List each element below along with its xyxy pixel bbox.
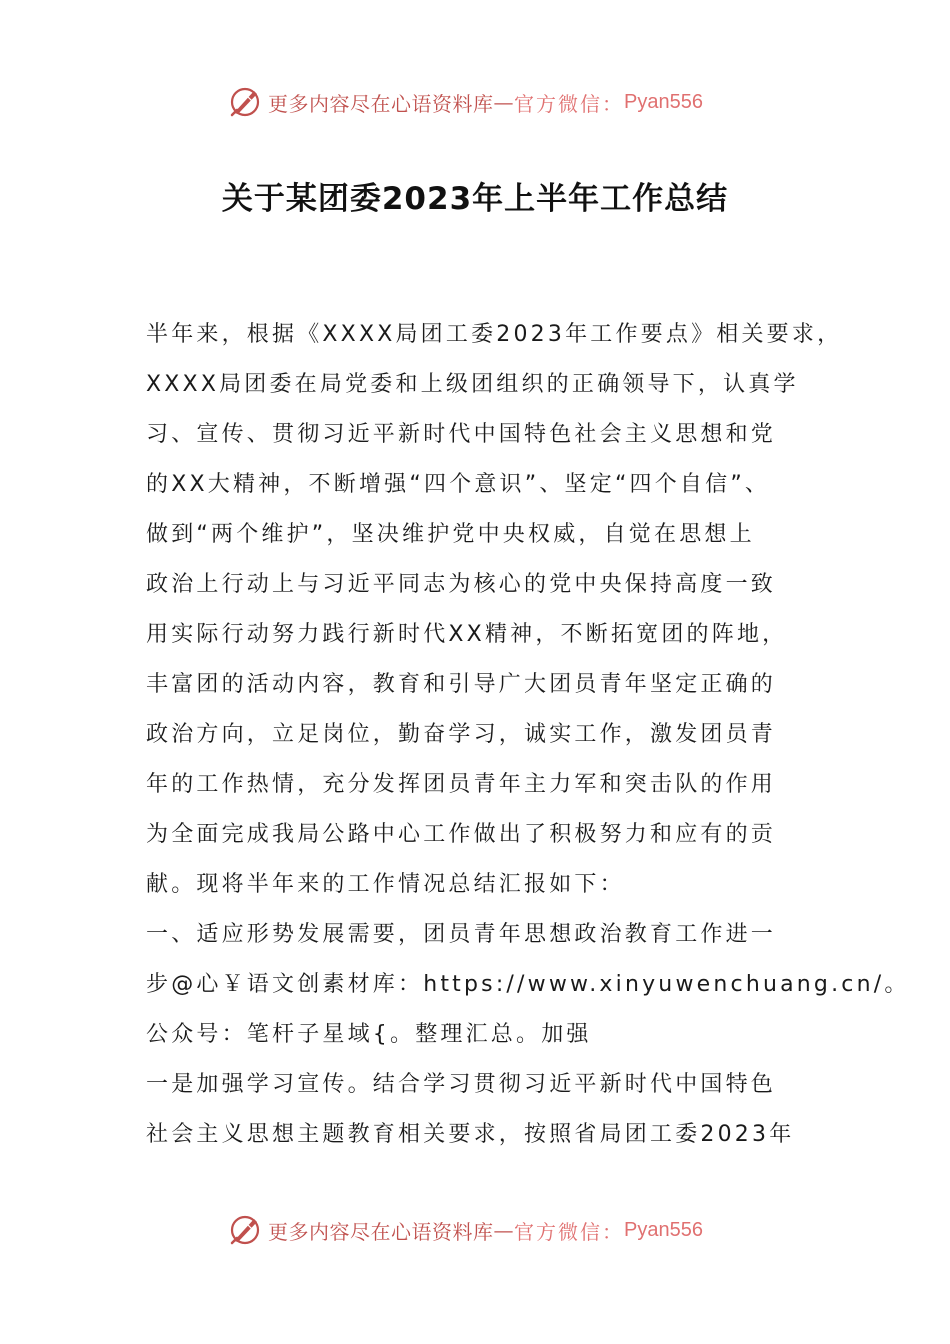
header-watermark [228,82,703,122]
body-line: 的XX大精神，不断增强“四个意识”、坚定“四个自信”、 [146,472,771,497]
quill-pen-logo-icon [228,1213,262,1247]
body-line: 政治方向，立足岗位，勤奋学习，诚实工作，激发团员青 [146,722,777,747]
watermark-dash: — [493,1218,514,1242]
body-line: XXXX局团委在局党委和上级团组织的正确领导下，认真学 [146,372,799,397]
body-line: 步@心￥语文创素材库：https://www.xinyuwenchuang.cn/。 [146,972,910,997]
watermark-wechat-label: 官方微信： [514,91,624,116]
document-title: 关于某团委2023年上半年工作总结 [221,181,729,217]
body-line: 政治上行动上与习近平同志为核心的党中央保持高度一致 [146,572,777,597]
watermark-main-text: 更多内容尽在心语资料库 [268,91,494,116]
body-line: 为全面完成我局公路中心工作做出了积极努力和应有的贡 [146,822,777,847]
footer-watermark [228,1210,703,1250]
body-line: 公众号：笔杆子星域{。整理汇总。加强 [146,1022,592,1047]
watermark-main-text: 更多内容尽在心语资料库 [268,1219,494,1244]
watermark-wechat-id: Pyan556 [624,90,703,113]
section-heading-line: 一、适应形势发展需要，团员青年思想政治教育工作进一 [146,922,777,947]
body-line: 丰富团的活动内容，教育和引导广大团员青年坚定正确的 [146,672,777,697]
document-body [146,310,910,1160]
watermark-wechat-id: Pyan556 [624,1218,703,1241]
body-line: 献。现将半年来的工作情况总结汇报如下： [146,872,625,897]
body-line: 年的工作热情，充分发挥团员青年主力军和突击队的作用 [146,772,777,797]
body-line: 半年来，根据《XXXX局团工委2023年工作要点》相关要求， [146,322,843,347]
watermark-wechat-label: 官方微信： [514,1219,624,1244]
body-line: 一是加强学习宣传。结合学习贯彻习近平新时代中国特色 [146,1072,777,1097]
quill-pen-logo-icon [228,85,262,119]
watermark-dash: — [493,90,514,114]
body-line: 社会主义思想主题教育相关要求，按照省局团工委2023年 [146,1122,795,1147]
body-line: 用实际行动努力践行新时代XX精神，不断拓宽团的阵地， [146,622,788,647]
body-line: 习、宣传、贯彻习近平新时代中国特色社会主义思想和党 [146,422,777,447]
body-line: 做到“两个维护”，坚决维护党中央权威，自觉在思想上 [146,522,755,547]
